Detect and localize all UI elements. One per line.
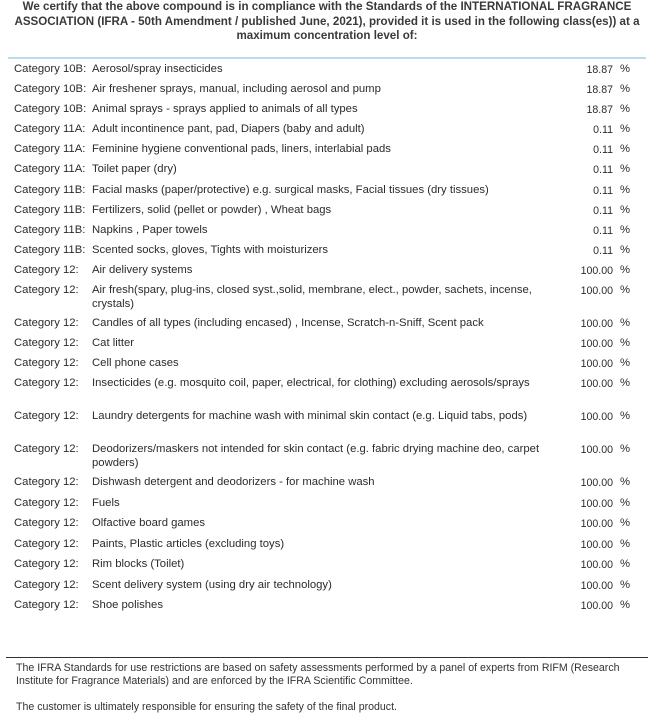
max-concentration-value: 100.00 [580, 518, 613, 530]
ifra-standards-note: The IFRA Standards for use restrictions are based on safety assessments performed by a panel of experts from RIFM (Research Institute for Fragrance Materials) and are enforced by the IFRA Scientific Committee. [16, 662, 620, 687]
max-concentration-value: 100.00 [580, 378, 613, 390]
table-row [0, 496, 654, 517]
category-label: Category 12: [14, 537, 79, 550]
percent-unit: % [620, 558, 631, 570]
table-row [0, 578, 654, 599]
max-concentration-value: 100.00 [580, 358, 613, 370]
category-description: Fertilizers, solid (pellet or powder) , Wheat bags [92, 203, 332, 216]
percent-unit: % [620, 443, 631, 455]
table-row [0, 316, 654, 336]
max-concentration-value: 100.00 [580, 264, 613, 277]
percent-unit: % [620, 357, 631, 369]
category-label: Category 11A: [14, 143, 86, 155]
max-concentration-value: 100.00 [580, 497, 613, 510]
max-concentration-value: 100.00 [580, 444, 613, 456]
category-label: Category 12: [14, 284, 79, 296]
table-row [0, 263, 654, 284]
category-description: Air freshener sprays, manual, including aerosol and pump [92, 83, 381, 95]
max-concentration-value: 100.00 [580, 411, 613, 423]
category-description: Insecticides (e.g. mosquito coil, paper, electrical, for clothing) excluding aerosols/sprays [92, 377, 530, 389]
category-label: Category 11A: [14, 163, 86, 175]
percent-unit: % [620, 517, 631, 529]
category-label: Category 12: [14, 337, 79, 349]
footer-divider [6, 657, 648, 658]
max-concentration-value: 18.87 [586, 64, 613, 76]
table-row [0, 376, 654, 409]
category-label: Category 12: [14, 377, 79, 389]
max-concentration-value: 100.00 [580, 579, 613, 592]
category-description: Rim blocks (Toilet) [92, 558, 185, 570]
max-concentration-value: 0.11 [593, 244, 613, 257]
percent-unit: % [620, 63, 631, 75]
category-description: Scent delivery system (using dry air technology) [92, 578, 332, 591]
max-concentration-value: 0.11 [593, 164, 613, 176]
percent-unit: % [620, 317, 631, 329]
table-row [0, 336, 654, 356]
max-concentration-value: 0.11 [593, 204, 613, 217]
table-row [0, 142, 654, 162]
category-description: Deodorizers/maskers not intended for skin contact (e.g. fabric drying machine deo, carpet powders) [92, 443, 540, 469]
category-label: Category 10B: [14, 103, 87, 115]
category-label: Category 12: [14, 578, 79, 591]
percent-unit: % [620, 223, 631, 236]
percent-unit: % [620, 123, 631, 135]
category-description: Candles of all types (including encased) , Incense, Scratch-n-Sniff, Scent pack [92, 317, 484, 329]
table-row [0, 516, 654, 537]
category-label: Category 12: [14, 443, 79, 455]
category-description: Aerosol/spray insecticides [92, 63, 223, 75]
max-concentration-value: 100.00 [580, 600, 613, 612]
percent-unit: % [620, 183, 631, 196]
category-label: Category 12: [14, 558, 79, 570]
category-label: Category 12: [14, 517, 79, 529]
max-concentration-value: 0.11 [593, 124, 613, 136]
category-description: Napkins , Paper towels [92, 223, 208, 236]
table-row [0, 62, 654, 82]
category-label: Category 11B: [14, 203, 86, 216]
category-description: Paints, Plastic articles (excluding toys) [92, 537, 285, 550]
table-row [0, 356, 654, 376]
percent-unit: % [620, 599, 631, 611]
category-label: Category 12: [14, 496, 79, 509]
category-label: Category 11B: [14, 183, 86, 196]
table-row [0, 223, 654, 243]
category-description: Air delivery systems [92, 263, 193, 276]
percent-unit: % [620, 410, 631, 422]
percent-unit: % [620, 243, 631, 256]
table-row [0, 409, 654, 442]
category-label: Category 10B: [14, 83, 87, 95]
max-concentration-value: 100.00 [580, 318, 613, 330]
table-row [0, 598, 654, 619]
percent-unit: % [620, 496, 631, 509]
max-concentration-value: 100.00 [580, 338, 613, 350]
category-table [0, 62, 654, 619]
table-row [0, 557, 654, 578]
table-row [0, 82, 654, 102]
category-description: Laundry detergents for machine wash with minimal skin contact (e.g. Liquid tabs, pods) [92, 410, 528, 422]
category-label: Category 12: [14, 599, 79, 611]
max-concentration-value: 0.11 [593, 144, 613, 156]
percent-unit: % [620, 377, 631, 389]
max-concentration-value: 100.00 [580, 285, 613, 297]
category-label: Category 10B: [14, 63, 87, 75]
customer-responsibility-note: The customer is ultimately responsible for ensuring the safety of the final product. [16, 701, 397, 713]
percent-unit: % [620, 203, 631, 216]
header-divider [8, 57, 646, 59]
table-row [0, 162, 654, 183]
max-concentration-value: 0.11 [593, 184, 613, 197]
table-row [0, 203, 654, 223]
percent-unit: % [620, 337, 631, 349]
category-description: Toilet paper (dry) [92, 163, 177, 175]
category-description: Feminine hygiene conventional pads, liners, interlabial pads [92, 143, 391, 155]
category-description: Facial masks (paper/protective) e.g. surgical masks, Facial tissues (dry tissues) [92, 183, 489, 196]
table-row [0, 442, 654, 475]
category-description: Animal sprays - sprays applied to animals of all types [92, 103, 358, 115]
percent-unit: % [620, 103, 631, 115]
percent-unit: % [620, 83, 631, 95]
percent-unit: % [620, 143, 631, 155]
table-row [0, 102, 654, 122]
percent-unit: % [620, 537, 631, 550]
percent-unit: % [620, 284, 631, 296]
category-label: Category 12: [14, 410, 79, 422]
max-concentration-value: 100.00 [580, 477, 613, 489]
category-description: Cell phone cases [92, 357, 179, 369]
certification-statement: We certify that the above compound is in compliance with the Standards of the INTERNATIONAL FRAGRANCE ASSOCIATION (IFRA - 50th Amendment / published June, 2021), provided it is used in the following class(es)) at a maximum concentration level of: [14, 0, 640, 42]
category-label: Category 12: [14, 263, 79, 276]
table-row [0, 283, 654, 316]
table-row [0, 243, 654, 263]
percent-unit: % [620, 263, 631, 276]
category-description: Dishwash detergent and deodorizers - for machine wash [92, 476, 375, 488]
category-description: Cat litter [92, 337, 135, 349]
category-label: Category 11B: [14, 223, 86, 236]
percent-unit: % [620, 578, 631, 591]
category-description: Adult incontinence pant, pad, Diapers (baby and adult) [92, 123, 365, 135]
percent-unit: % [620, 476, 631, 488]
category-label: Category 12: [14, 357, 79, 369]
category-label: Category 11B: [14, 243, 86, 256]
table-row [0, 537, 654, 558]
table-row [0, 183, 654, 203]
category-label: Category 12: [14, 476, 79, 488]
max-concentration-value: 18.87 [586, 104, 613, 116]
max-concentration-value: 18.87 [586, 84, 613, 96]
max-concentration-value: 100.00 [580, 538, 613, 551]
table-row [0, 122, 654, 142]
category-description: Fuels [92, 496, 120, 509]
category-description: Scented socks, gloves, Tights with moisturizers [92, 243, 329, 256]
max-concentration-value: 100.00 [580, 559, 613, 571]
category-label: Category 12: [14, 317, 79, 329]
percent-unit: % [620, 163, 631, 175]
category-description: Shoe polishes [92, 599, 163, 611]
max-concentration-value: 0.11 [593, 224, 613, 237]
table-row [0, 475, 654, 496]
category-description: Olfactive board games [92, 517, 206, 529]
category-label: Category 11A: [14, 123, 86, 135]
category-description: Air fresh(spary, plug-ins, closed syst.,solid, membrane, elect., powder, sachets, incense, crystals) [92, 284, 532, 310]
